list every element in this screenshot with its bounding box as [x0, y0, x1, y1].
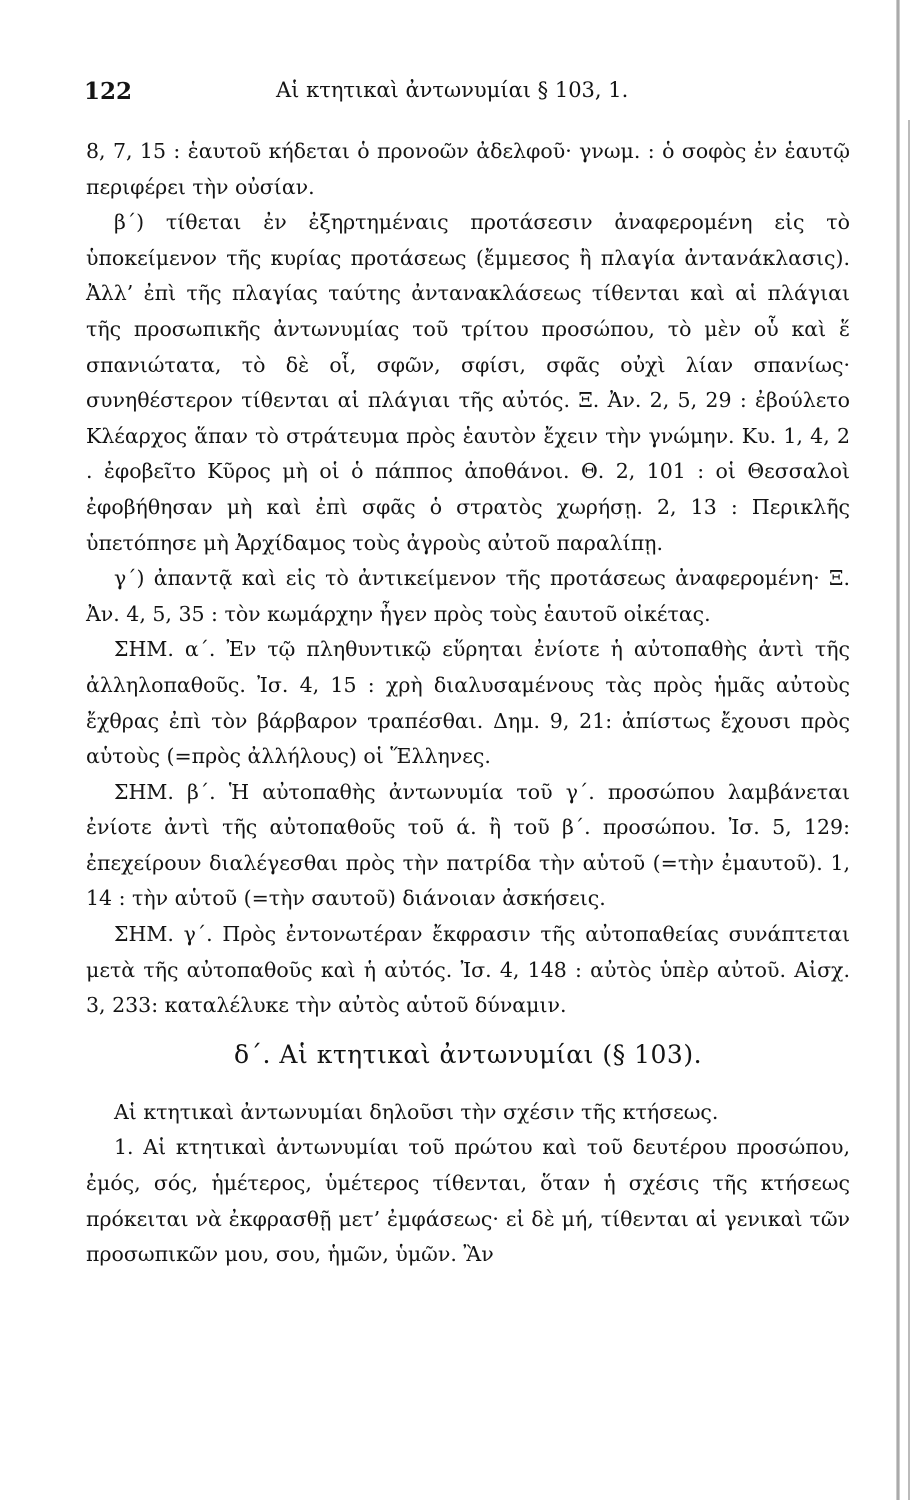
section-heading: δ΄. Αἱ κτητικαὶ ἀντωνυμίαι (§ 103).: [233, 1039, 703, 1069]
paragraph: γ΄) ἀπαντᾷ καὶ εἰς τὸ ἀντικείμενον τῆς προτάσεως ἀναφερομένη· Ξ. Ἀν. 4, 5, 35 : τὸν κωμάρχην ἦγεν πρὸς τοὺς ἑαυτοῦ οἰκέτας.: [86, 566, 850, 626]
page-content: [86, 78, 850, 1273]
running-title: Αἱ κτητικαὶ ἀντωνυμίαι § 103, 1.: [276, 78, 629, 102]
paragraph: ΣΗΜ. β΄. Ἡ αὐτοπαθὴς ἀντωνυμία τοῦ γ΄. προσώπου λαμβάνεται ἐνίοτε ἀντὶ τῆς αὐτοπαθοῦς τοῦ ά. ἢ τοῦ β΄. προσώπου. Ἰσ. 5, 129: ἐπεχείρουν διαλέγεσθαι πρὸς τὴν πατρίδα τὴν αὑτοῦ (=τὴν ἐμαυτοῦ). 1, 14 : τὴν αὑτοῦ (=τὴν σαυτοῦ) διάνοιαν ἀσκήσεις.: [86, 779, 850, 911]
page-edge: [896, 0, 900, 1500]
paragraph: Αἱ κτητικαὶ ἀντωνυμίαι δηλοῦσι τὴν σχέσιν τῆς κτήσεως.: [114, 1099, 719, 1124]
body-text: [86, 134, 850, 1273]
paragraph: 1. Αἱ κτητικαὶ ἀντωνυμίαι τοῦ πρώτου καὶ τοῦ δευτέρου προσώπου, ἐμός, σός, ἡμέτερος, ὑμέτερος τίθενται, ὅταν ἡ σχέσις τῆς κτήσεως πρόκειται νὰ ἐκφρασθῇ μετ’ ἐμφάσεως· εἰ δὲ μή, τίθενται αἱ γενικαὶ τῶν προσωπικῶν μου, σου, ἡμῶν, ὑμῶν. Ἂν: [86, 1135, 850, 1267]
paragraph: ΣΗΜ. α΄. Ἐν τῷ πληθυντικῷ εὕρηται ἐνίοτε ἡ αὐτοπαθὴς ἀντὶ τῆς ἀλληλοπαθοῦς. Ἰσ. 4, 15 : χρὴ διαλυσαμένους τὰς πρὸς ἡμᾶς αὐτοὺς ἔχθρας ἐπὶ τὸν βάρβαρον τραπέσθαι. Δημ. 9, 21: ἀπίστως ἔχουσι πρὸς αὑτοὺς (=πρὸς ἀλλήλους) οἱ Ἕλληνες.: [86, 637, 850, 769]
paragraph: 8, 7, 15 : ἑαυτοῦ κήδεται ὁ προνοῶν ἀδελφοῦ· γνωμ. : ὁ σοφὸς ἐν ἑαυτῷ περιφέρει τὴν οὐσίαν.: [86, 139, 850, 199]
page-number: 122: [84, 78, 133, 105]
paragraph: β΄) τίθεται ἐν ἐξηρτημέναις προτάσεσιν ἀναφερομένη εἰς τὸ ὑποκείμενον τῆς κυρίας προτάσεως (ἔμμεσος ἢ πλαγία ἀντανάκλασις). Ἀλλ’ ἐπὶ τῆς πλαγίας ταύτης ἀντανακλάσεως τίθενται καὶ αἱ πλάγιαι τῆς προσωπικῆς ἀντωνυμίας τοῦ τρίτου προσώπου, τὸ μὲν οὗ καὶ ἕ σπανιώτατα, τὸ δὲ οἷ, σφῶν, σφίσι, σφᾶς οὐχὶ λίαν σπανίως· συνηθέστερον τίθενται αἱ πλάγιαι τῆς αὐτός. Ξ. Ἀν. 2, 5, 29 : ἐβούλετο Κλέαρχος ἅπαν τὸ στράτευμα πρὸς ἑαυτὸν ἔχειν τὴν γνώμην. Κυ. 1, 4, 2 . ἐφοβεῖτο Κῦρος μὴ οἱ ὁ πάππος ἀποθάνοι. Θ. 2, 101 : οἱ Θεσσαλοὶ ἐφοβήθησαν μὴ καὶ ἐπὶ σφᾶς ὁ στρατὸς χωρήσῃ. 2, 13 : Περικλῆς ὑπετόπησε μὴ Ἀρχίδαμος τοὺς ἀγροὺς αὐτοῦ παραλίπῃ.: [86, 210, 850, 555]
page-header: [86, 78, 850, 112]
page-edge-shadow: [908, 120, 910, 1500]
paragraph: ΣΗΜ. γ΄. Πρὸς ἐντονωτέραν ἔκφρασιν τῆς αὐτοπαθείας συνάπτεται μετὰ τῆς αὐτοπαθοῦς καὶ ἡ αὐτός. Ἰσ. 4, 148 : αὐτὸς ὑπὲρ αὐτοῦ. Αἰσχ. 3, 233: καταλέλυκε τὴν αὐτὸς αὑτοῦ δύναμιν.: [86, 922, 850, 1018]
